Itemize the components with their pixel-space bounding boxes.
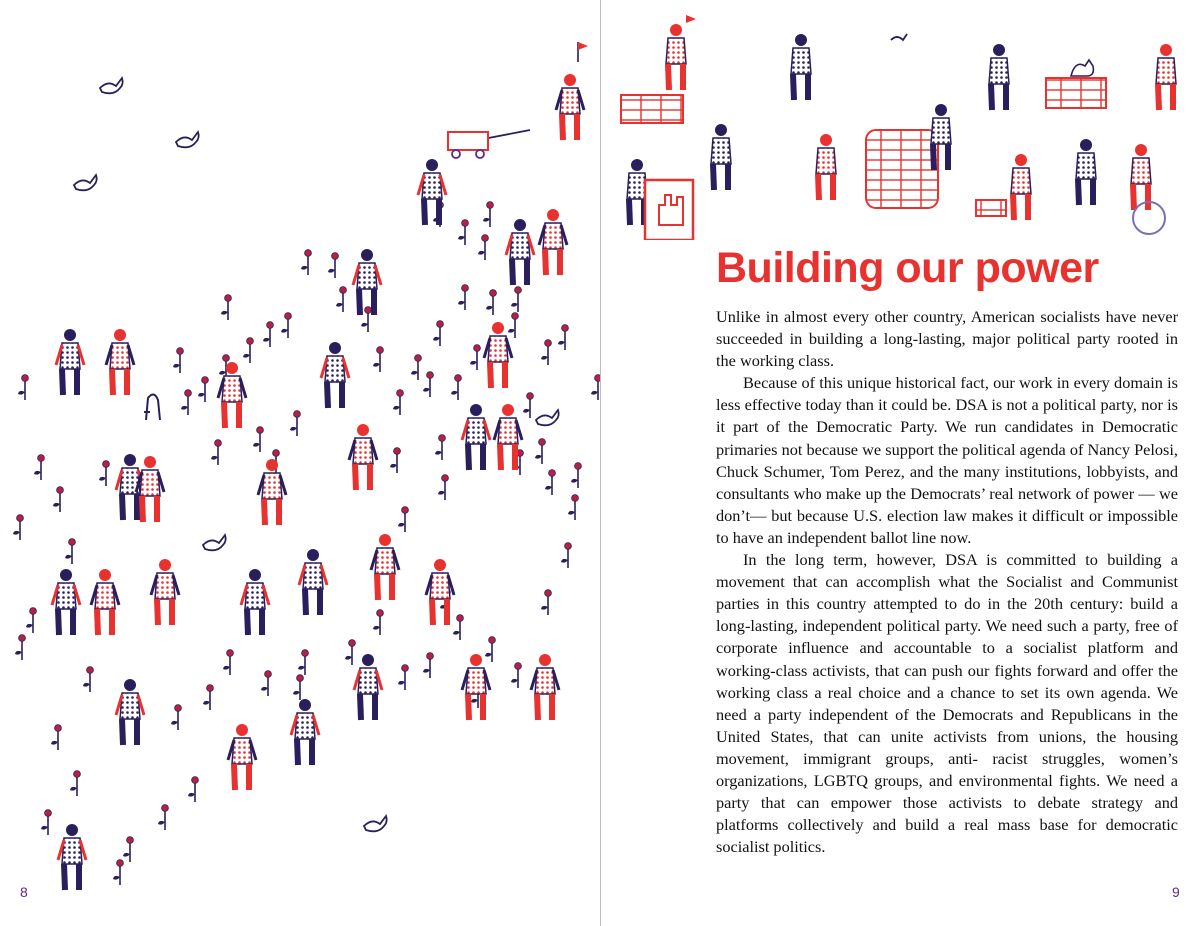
person-handshake [91,569,119,635]
person-raking [151,559,179,625]
building-illustration [601,0,1200,240]
person-standing-rose [58,824,86,890]
person-looking-distance [56,329,84,395]
person-holding-baby [426,559,454,625]
brick-stack [1046,78,1106,108]
child-figure [506,219,534,285]
child-with-hoe [371,534,399,600]
paragraph: Unlike in almost every other country, American socialists have never succeeded in building a long-lasting, major political party rooted in the working class. [716,307,1178,371]
page-number-right: 9 [1172,884,1180,900]
children-sitting [321,342,349,408]
right-page [601,0,1200,926]
person-with-flag-wagon [448,42,588,158]
person-holding-child-hand [539,209,567,275]
person-with-spade [291,699,319,765]
person-with-megaphone [1156,44,1176,110]
person-with-wheelbarrow [711,124,731,190]
person-with-rake [531,654,559,720]
person-pair-talking [494,404,522,470]
article-body [716,306,1178,858]
person-jumping-with-flag [666,24,686,90]
person-pushing-wheelbarrow [353,249,381,315]
person-with-dog [106,329,134,395]
person-with-sun-hat-digging [116,679,144,745]
person-raising-fist [418,159,446,225]
dove-icon [536,410,559,425]
rose-field [13,202,600,885]
cat-icon [1071,60,1093,76]
person-kneeling [354,654,382,720]
person-pair-talking [462,404,490,470]
page-number-left: 8 [20,884,28,900]
person-wheelbarrow [228,724,256,790]
dove-icon [203,535,226,550]
person-crouching [816,134,836,200]
dove-icon [176,132,199,147]
person-dancing [136,456,164,522]
person-crouching [258,459,286,525]
person-kneeling-brick [1011,154,1031,220]
person-carrying-brick [791,34,811,100]
farmer-with-shovel [299,549,327,615]
person-kneeling-planting [484,322,512,388]
brick-stack [621,95,683,123]
child-watering [241,569,269,635]
dog-icon [144,394,160,420]
person-drinking [349,424,377,490]
person-watering-plants [462,654,490,720]
person-handshake [52,569,80,635]
dove-icon [364,816,387,831]
dove-icon [74,175,97,190]
person-shaking-hands [1076,139,1096,205]
person-carrying-bricks [989,44,1009,110]
paragraph: In the long term, however, DSA is committed to building a movement that can accomplish what the Socialist and Communist parties in this country attempted to do in the 20th century: build a long-lasting, independent political party. We need such a party, free of corporate influence and accountable to a socialist platform and working-class activists, that can push our fights forward and offer the working class a real choice and a chance to set its own agenda. We need a party independent of the Democrats and Republicans in the United States, that can unite activists from unions, the housing movement, immigrant groups, anti- racist struggles, women’s organizations, LGBTQ groups, and environmental fights. We need a party that can empower those activists to debate strategy and platforms collectively and build a real mass base for democratic socialist politics. [716,550,1178,857]
brick-well [866,130,938,208]
page-title: Building our power [716,244,1099,292]
paragraph: Because of this unique historical fact, our work in every domain is less effective today than it could be. DSA is not a political party, nor is it part of the Democratic Party. We run candidates in Democratic primaries not because we support the political agenda of Nancy Pelosi, Chuck Schumer, Tom Perez, and the many institutions, lobbyists, and consultants who make up the Democrats’ real network of power — we don’t— but because U.S. election law makes it difficult or impossible to have an independent ballot line now. [716,373,1178,547]
dove-icon [891,34,907,40]
person-laying-brick [931,104,951,170]
dove-icon [100,78,123,93]
person-in-wheelchair [1131,144,1151,210]
